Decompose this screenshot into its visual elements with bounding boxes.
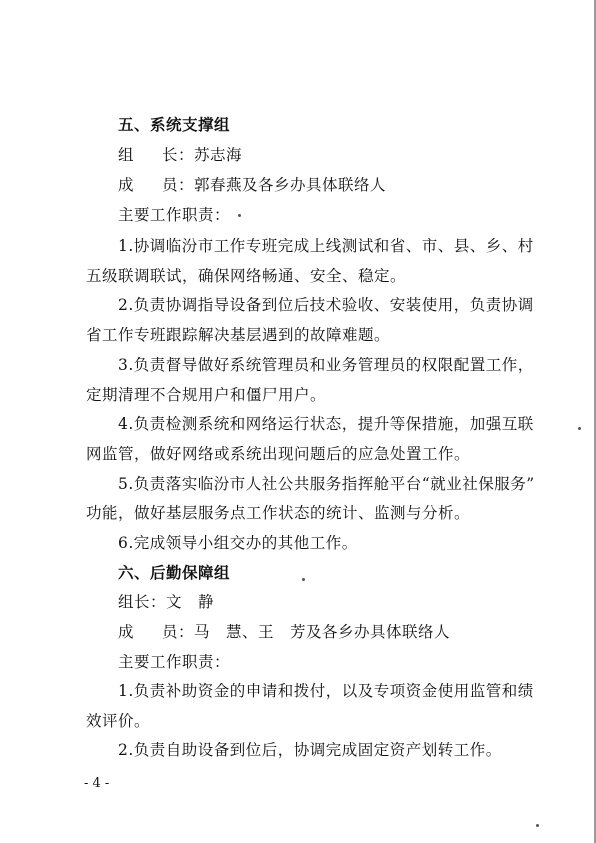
paragraph-line: 1.负责补助资金的申请和拨付，以及专项资金使用监管和绩 bbox=[118, 682, 534, 700]
members-names: 马 慧、王 芳及各乡办具体联络人 bbox=[194, 623, 451, 641]
leader-label: 组 bbox=[118, 146, 135, 164]
paragraph-line: 6.完成领导小组交办的其他工作。 bbox=[118, 534, 358, 552]
paragraph-line: 功能，做好基层服务点工作状态的统计、监测与分析。 bbox=[86, 504, 471, 522]
page-number: - 4 - bbox=[84, 776, 110, 791]
scan-speck bbox=[238, 214, 241, 217]
members-names: 郭春燕及各乡办具体联络人 bbox=[194, 176, 387, 194]
paragraph-line: 效评价。 bbox=[86, 712, 151, 730]
members-label-2: 员： bbox=[162, 176, 195, 194]
paragraph-line: 2.负责自助设备到位后，协调完成固定资产划转工作。 bbox=[118, 741, 502, 759]
leader-label-2: 长： bbox=[162, 146, 195, 164]
paragraph-line: 2.负责协调指导设备到位后技术验收、安装使用，负责协调 bbox=[118, 296, 534, 314]
members-line bbox=[118, 621, 450, 643]
paragraph-line: 省工作专班跟踪解决基层遇到的故障难题。 bbox=[86, 326, 391, 344]
scan-speck bbox=[536, 824, 539, 827]
paragraph-line: 5.负责落实临汾市人社公共服务指挥舱平台“就业社保服务” bbox=[118, 475, 535, 493]
paragraph-line: 4.负责检测系统和网络运行状态，提升等保措施，加强互联 bbox=[118, 415, 534, 433]
leader-name: 文 静 bbox=[166, 593, 215, 611]
leader-name: 苏志海 bbox=[194, 146, 243, 164]
members-label-2: 员： bbox=[162, 623, 195, 641]
paragraph-line: 定期清理不合规用户和僵尸用户。 bbox=[86, 386, 327, 404]
section-heading: 六、后勤保障组 bbox=[118, 563, 231, 582]
leader-label: 组长： bbox=[118, 593, 167, 611]
duties-label: 主要工作职责： bbox=[118, 206, 231, 224]
scan-speck bbox=[302, 578, 305, 581]
section-heading: 五、系统支撑组 bbox=[118, 115, 231, 134]
scan-speck bbox=[578, 427, 581, 430]
paragraph-line: 网监管，做好网络或系统出现问题后的应急处置工作。 bbox=[86, 445, 471, 463]
paragraph-line: 3.负责督导做好系统管理员和业务管理员的权限配置工作， bbox=[118, 356, 534, 374]
leader-line bbox=[118, 144, 242, 166]
paragraph-line: 1.协调临汾市工作专班完成上线测试和省、市、县、乡、村 bbox=[118, 237, 534, 255]
members-label: 成 bbox=[118, 176, 135, 194]
duties-label: 主要工作职责： bbox=[118, 653, 231, 671]
paragraph-line: 五级联调联试，确保网络畅通、安全、稳定。 bbox=[86, 267, 407, 285]
members-line bbox=[118, 174, 386, 196]
leader-line bbox=[118, 591, 214, 613]
members-label: 成 bbox=[118, 623, 135, 641]
